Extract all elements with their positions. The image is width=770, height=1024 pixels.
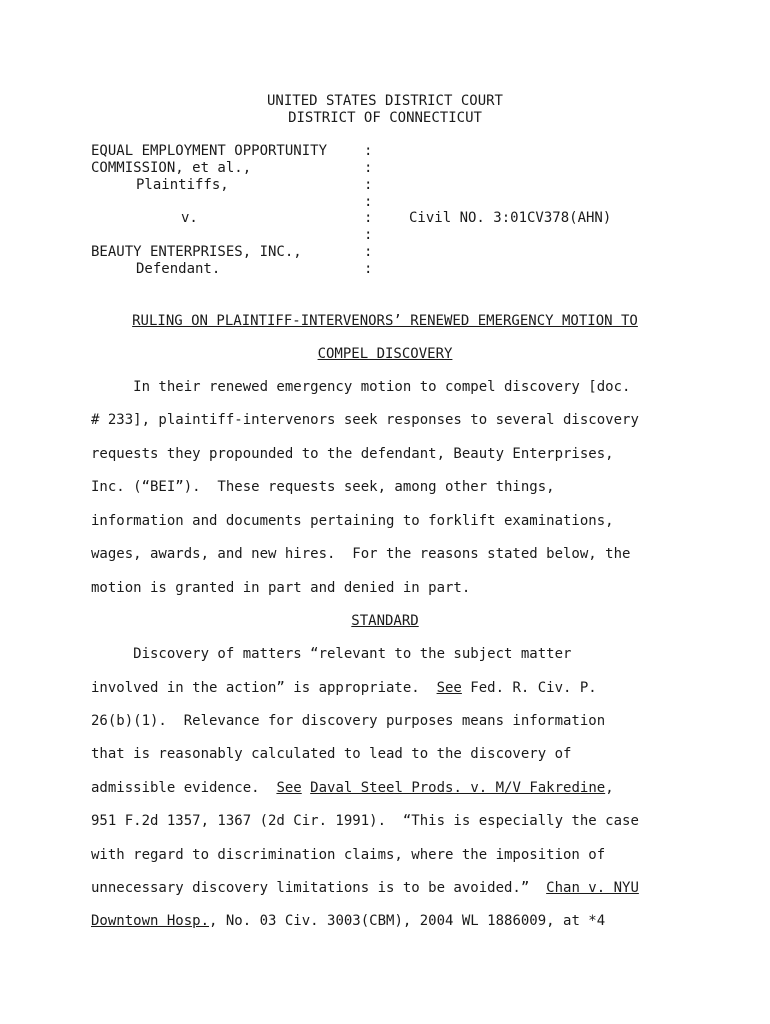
paragraph-line <box>91 913 605 930</box>
caption-separator: : <box>364 143 373 159</box>
ruling-title-line1: RULING ON PLAINTIFF-INTERVENORS’ RENEWED EMERGENCY MOTION TO <box>132 313 638 329</box>
text-run <box>302 780 310 796</box>
caption-separator: : <box>364 210 373 226</box>
versus: v. <box>181 210 198 226</box>
section-heading-standard: STANDARD <box>351 613 419 629</box>
defendant-role: Defendant. <box>136 261 221 277</box>
text-run: , <box>605 780 614 796</box>
paragraph-line: with regard to discrimination claims, where the imposition of <box>91 847 606 863</box>
text-run: unnecessary discovery limitations is to be avoided.” <box>91 880 547 896</box>
plaintiff-name-line1: EQUAL EMPLOYMENT OPPORTUNITY <box>91 143 328 159</box>
court-name: UNITED STATES DISTRICT COURT <box>266 93 503 109</box>
plaintiff-name-line2: COMMISSION, et al., <box>91 160 252 176</box>
paragraph-line: In their renewed emergency motion to compel discovery [doc. <box>91 379 631 395</box>
paragraph-line: information and documents pertaining to forklift examinations, <box>91 513 614 529</box>
paragraph-line: 951 F.2d 1357, 1367 (2d Cir. 1991). “This is especially the case <box>91 813 639 829</box>
paragraph-line: that is reasonably calculated to lead to the discovery of <box>91 746 572 762</box>
paragraph-line <box>91 880 639 897</box>
plaintiff-role: Plaintiffs, <box>136 177 229 193</box>
caption-separator: : <box>364 177 373 193</box>
paragraph-line: wages, awards, and new hires. For the reasons stated below, the <box>91 546 631 562</box>
defendant-name: BEAUTY ENTERPRISES, INC., <box>91 244 302 260</box>
paragraph-line: motion is granted in part and denied in part. <box>91 580 471 596</box>
caption-separator: : <box>364 227 373 243</box>
text-run: Fed. R. Civ. P. <box>461 680 597 696</box>
paragraph-line <box>91 780 614 797</box>
ruling-title-line2: COMPEL DISCOVERY <box>317 346 453 362</box>
district-name: DISTRICT OF CONNECTICUT <box>288 110 482 126</box>
text-run: , No. 03 Civ. 3003(CBM), 2004 WL 1886009, at *4 <box>209 913 606 929</box>
paragraph-line: # 233], plaintiff-intervenors seek responses to several discovery <box>91 412 639 428</box>
paragraph-line: Inc. (“BEI”). These requests seek, among other things, <box>91 479 555 495</box>
text-run: involved in the action” is appropriate. <box>91 680 437 696</box>
paragraph-line: Discovery of matters “relevant to the subject matter <box>91 646 572 662</box>
paragraph-line <box>91 680 597 697</box>
case-citation: Daval Steel Prods. v. M/V Fakredine <box>310 780 606 796</box>
case-number: Civil NO. 3:01CV378(AHN) <box>409 210 612 226</box>
paragraph-line: 26(b)(1). Relevance for discovery purposes means information <box>91 713 606 729</box>
case-citation: Downtown Hosp. <box>91 913 210 929</box>
citation-signal: See <box>276 780 302 796</box>
case-citation: Chan v. NYU <box>546 880 639 896</box>
text-run: admissible evidence. <box>91 780 277 796</box>
citation-signal: See <box>436 680 462 696</box>
caption-separator: : <box>364 261 373 277</box>
caption-separator: : <box>364 160 373 176</box>
caption-separator: : <box>364 194 373 210</box>
paragraph-line: requests they propounded to the defendant, Beauty Enterprises, <box>91 446 614 462</box>
caption-separator: : <box>364 244 373 260</box>
